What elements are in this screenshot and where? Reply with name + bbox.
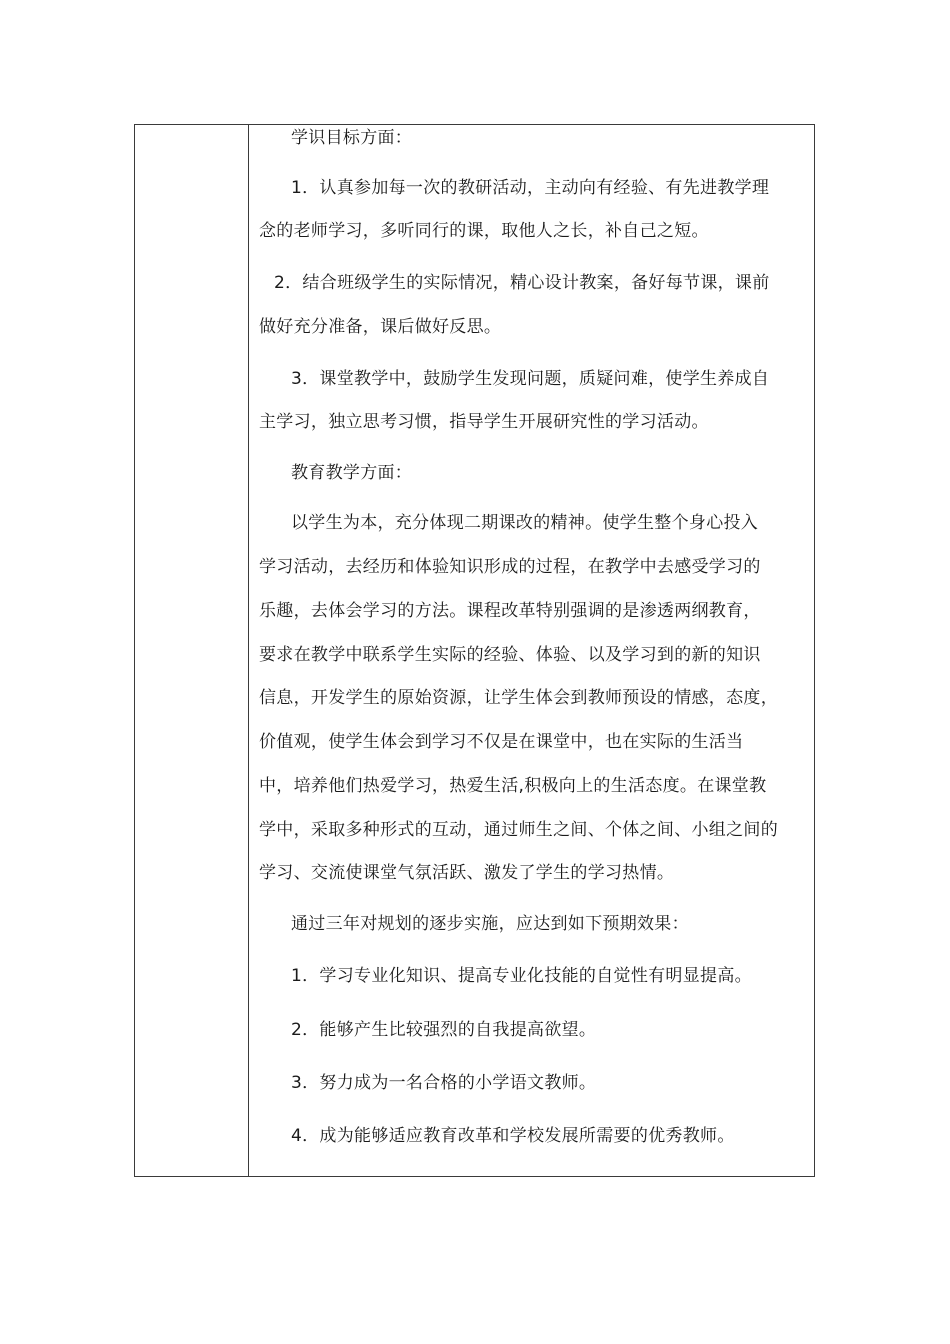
- effect-item-3: 3．努力成为一名合格的小学语文教师。: [291, 1073, 597, 1093]
- document-table: [134, 124, 815, 1177]
- teaching-paragraph-line-5: 信息，开发学生的原始资源，让学生体会到教师预设的情感，态度，: [259, 688, 778, 708]
- goal-item-2-line-1: 2．结合班级学生的实际情况，精心设计教案，备好每节课，课前: [274, 273, 770, 293]
- teaching-paragraph-line-3: 乐趣，去体会学习的方法。课程改革特别强调的是渗透两纲教育，: [259, 601, 761, 621]
- teaching-paragraph-line-9: 学习、交流使课堂气氛活跃、激发了学生的学习热情。: [259, 863, 675, 883]
- heading-expected-effects: 通过三年对规划的逐步实施，应达到如下预期效果：: [291, 914, 689, 934]
- heading-teaching: 教育教学方面：: [291, 463, 413, 483]
- teaching-paragraph-line-8: 学中，采取多种形式的互动，通过师生之间、个体之间、小组之间的: [259, 820, 778, 840]
- effect-item-4: 4．成为能够适应教育改革和学校发展所需要的优秀教师。: [291, 1126, 735, 1146]
- teaching-paragraph-line-6: 价值观，使学生体会到学习不仅是在课堂中，也在实际的生活当: [259, 732, 744, 752]
- effect-item-2: 2．能够产生比较强烈的自我提高欲望。: [291, 1020, 597, 1040]
- goal-item-1-line-1: 1．认真参加每一次的教研活动，主动向有经验、有先进教学理: [291, 178, 770, 198]
- teaching-paragraph-line-1: 以学生为本，充分体现二期课改的精神。使学生整个身心投入: [291, 513, 759, 533]
- goal-item-2-line-2: 做好充分准备，课后做好反思。: [259, 317, 502, 337]
- heading-knowledge-goals: 学识目标方面：: [291, 128, 413, 148]
- goal-item-3-line-1: 3．课堂教学中，鼓励学生发现问题，质疑问难，使学生养成自: [291, 369, 770, 389]
- left-label-cell: [135, 125, 248, 1176]
- teaching-paragraph-line-4: 要求在教学中联系学生实际的经验、体验、以及学习到的新的知识: [259, 645, 761, 665]
- content-cell: [249, 125, 814, 1176]
- teaching-paragraph-line-2: 学习活动，去经历和体验知识形成的过程，在教学中去感受学习的: [259, 557, 761, 577]
- effect-item-1: 1．学习专业化知识、提高专业化技能的自觉性有明显提高。: [291, 966, 752, 986]
- goal-item-1-line-2: 念的老师学习，多听同行的课，取他人之长，补自己之短。: [259, 221, 709, 241]
- goal-item-3-line-2: 主学习，独立思考习惯，指导学生开展研究性的学习活动。: [259, 412, 709, 432]
- teaching-paragraph-line-7: 中，培养他们热爱学习，热爱生活,积极向上的生活态度。在课堂教: [259, 776, 767, 796]
